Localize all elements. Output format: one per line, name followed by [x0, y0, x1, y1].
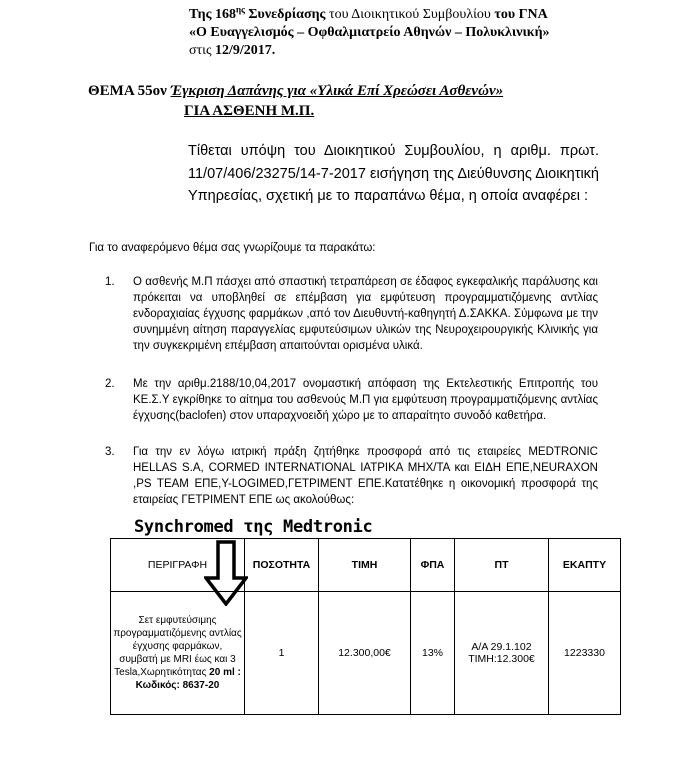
col-header-price: ΤΙΜΗ	[319, 539, 411, 592]
col-header-description: ΠΕΡΙΓΡΑΦΗ	[111, 539, 245, 592]
cell-pt: Α/Α 29.1.102 ΤΙΜΗ:12.300€	[455, 592, 549, 715]
intro-paragraph: Τίθεται υπόψη του Διοικητικού Συμβουλίου, η αριθμ. πρωτ. 11/07/406/23275/14-7-2017 εισήγηση της Διεύθυνσης Διοικητική Υπηρεσίας, σχετική με το παραπάνω θέμα, η οποία αναφέρει :	[188, 143, 599, 204]
cell-vat: 13%	[411, 592, 455, 715]
meeting-header	[189, 6, 619, 60]
table-row	[111, 592, 621, 715]
col-header-vat: ΦΠΑ	[411, 539, 455, 592]
col-header-pt: ΠΤ	[455, 539, 549, 592]
offer-table	[110, 538, 621, 715]
cell-ekaptu: 1223330	[549, 592, 621, 715]
topic-number: ΘΕΜΑ 55ον	[88, 83, 167, 99]
arrow-down-icon	[204, 540, 248, 606]
col-header-quantity: ΠΟΣΟΤΗΤΑ	[245, 539, 319, 592]
subject-line-1	[88, 81, 628, 101]
subject-patient: ΓΙΑ ΑΣΘΕΝΗ Μ.Π.	[184, 103, 315, 119]
notice-line: Για το αναφερόμενο θέμα σας γνωρίζουμε τα παρακάτω:	[89, 242, 376, 254]
cell-price: 12.300,00€	[319, 592, 411, 715]
subject-line-2	[88, 101, 628, 121]
col-header-ekaptu: ΕΚΑΠΤΥ	[549, 539, 621, 592]
table-header-row	[111, 539, 621, 592]
header-line-1: Της $168^{\eta\varsigma}$ Συνεδρίασης του Διοικητικού Συμβουλίου του ΓΝΑ	[189, 4, 548, 22]
header-line-2: «Ο Ευαγγελισμός – Οφθαλμιατρείο Αθηνών – Πολυκλινική»	[189, 25, 550, 40]
product-title: Synchromed της Medtronic	[134, 517, 373, 537]
cell-quantity: 1	[245, 592, 319, 715]
subject-title: Έγκριση Δαπάνης για «Υλικά Επί Χρεώσει Ασθενών»	[170, 83, 504, 99]
header-line-3: στις 12/9/2017.	[189, 43, 276, 58]
subject-heading	[88, 81, 628, 121]
cell-description: Σετ εμφυτεύσιμης προγραμματιζόμενης αντλίας έγχυσης φαρμάκων, συμβατή με MRI έως και 3 Tesla,Χωρητικότητας 20 ml : Κωδικός: 8637-20	[111, 592, 245, 715]
